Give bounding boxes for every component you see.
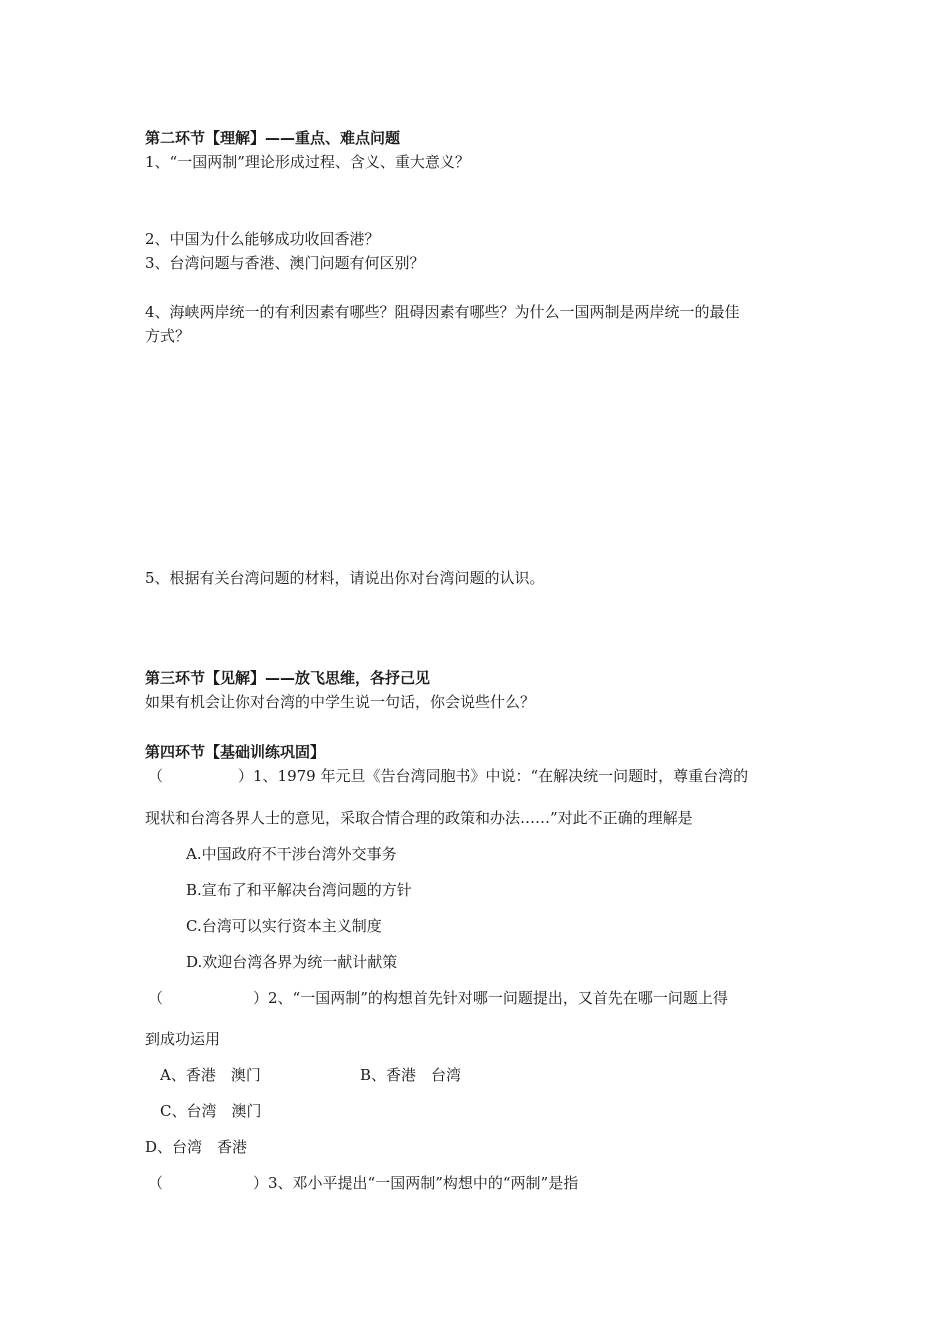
item2-option-d: D、台湾 香港 (145, 1138, 248, 1156)
item2-question-line2: 到成功运用 (145, 1030, 221, 1048)
section3-prompt: 如果有机会让你对台湾的中学生说一句话，你会说些什么？ (145, 693, 536, 711)
section4-heading: 第四环节【基础训练巩固】 (145, 743, 326, 761)
item1-option-c: C.台湾可以实行资本主义制度 (186, 917, 382, 935)
section2-question-5: 5、根据有关台湾问题的材料，请说出你对台湾问题的认识。 (145, 569, 545, 587)
section2-question-4-line1: 4、海峡两岸统一的有利因素有哪些？阻碍因素有哪些？为什么一国两制是两岸统一的最佳 (145, 303, 740, 321)
section2-question-3: 3、台湾问题与香港、澳门问题有何区别？ (145, 254, 425, 272)
item1-question-line1: （ ）1、1979 年元旦《告台湾同胞书》中说：“在解决统一问题时，尊重台湾的 (148, 767, 749, 785)
item2-option-c: C、台湾 澳门 (160, 1102, 262, 1120)
section3-heading: 第三环节【见解】——放飞思维，各抒己见 (145, 669, 431, 687)
section2-question-2: 2、中国为什么能够成功收回香港？ (145, 230, 380, 248)
item1-option-d: D.欢迎台湾各界为统一献计献策 (186, 953, 398, 971)
item1-question-line2: 现状和台湾各界人士的意见，采取合情合理的政策和办法……”对此不正确的理解是 (145, 809, 693, 827)
item1-option-a: A.中国政府不干涉台湾外交事务 (186, 845, 397, 863)
item3-question-line1: （ ）3、邓小平提出“一国两制”构想中的“两制”是指 (148, 1174, 579, 1192)
section2-question-1: 1、“一国两制”理论形成过程、含义、重大意义？ (145, 153, 470, 171)
section2-question-4-line2: 方式？ (145, 327, 191, 345)
item2-option-b: B、香港 台湾 (360, 1066, 462, 1084)
item1-option-b: B.宣布了和平解决台湾问题的方针 (186, 881, 412, 899)
section2-heading: 第二环节【理解】——重点、难点问题 (145, 129, 401, 147)
item2-option-a: A、香港 澳门 (160, 1066, 261, 1084)
item2-question-line1: （ ）2、“一国两制”的构想首先针对哪一问题提出，又首先在哪一问题上得 (148, 989, 728, 1007)
